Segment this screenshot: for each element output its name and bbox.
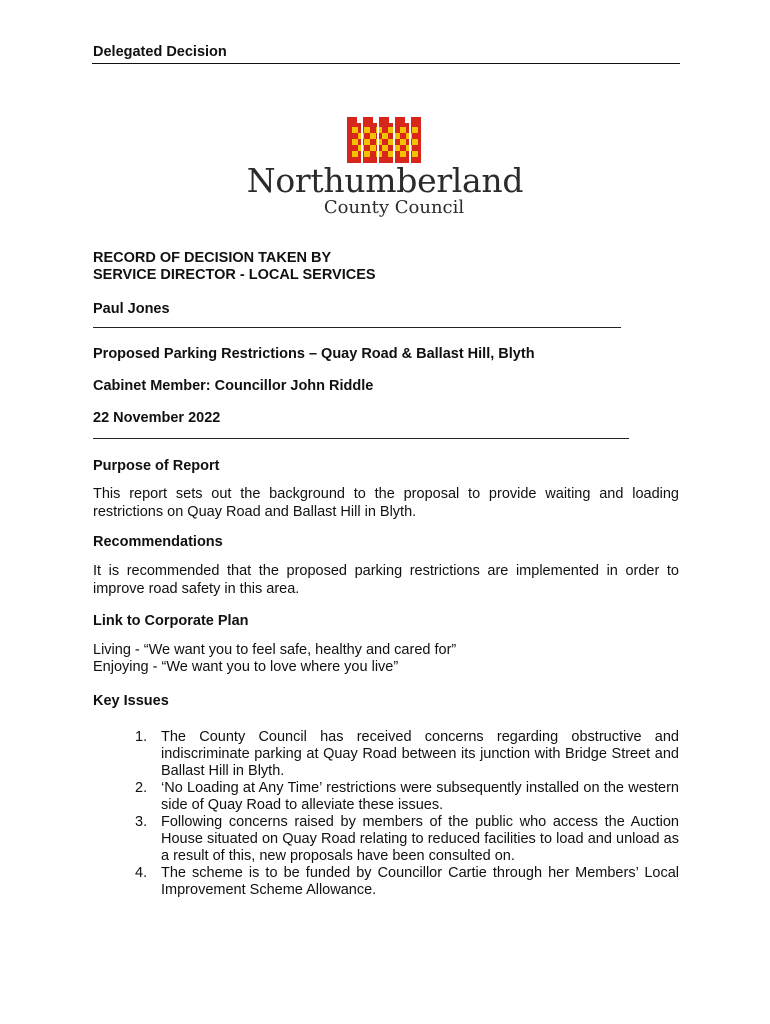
key-issues-list (135, 729, 679, 899)
document-type-label: Delegated Decision (93, 44, 227, 60)
list-item-number: 1. (135, 729, 148, 745)
council-logo (240, 117, 530, 222)
list-item-text: ‘No Loading at Any Time’ restrictions were subsequently installed on the western side of Quay Road to alleviate these issues. (161, 780, 679, 813)
decision-maker-name: Paul Jones (93, 301, 170, 317)
key-issues-heading: Key Issues (93, 693, 169, 709)
separator-rule (93, 327, 621, 328)
decision-date: 22 November 2022 (93, 410, 221, 426)
separator-rule (93, 438, 629, 439)
logo-subtitle: County Council (323, 197, 465, 218)
list-item (135, 814, 679, 865)
list-item-text: The County Council has received concerns regarding obstructive and indiscriminate parking at Quay Road between its junction with Bridge Street and Ballast Hill in Blyth. (161, 729, 679, 779)
recommendations-text: It is recommended that the proposed parking restrictions are implemented in order to improve road safety in this area. (93, 563, 679, 597)
decision-title: Proposed Parking Restrictions – Quay Road & Ballast Hill, Blyth (93, 346, 535, 362)
purpose-text: This report sets out the background to the proposal to provide waiting and loading restrictions on Quay Road and Ballast Hill in Blyth. (93, 486, 679, 520)
list-item (135, 780, 679, 814)
list-item (135, 729, 679, 780)
record-heading-line-1: RECORD OF DECISION TAKEN BY (93, 250, 332, 266)
list-item-text: Following concerns raised by members of the public who access the Auction House situated on Quay Road relating to reduced facilities to load and unload as a result of this, new proposals have been consulted on. (161, 814, 679, 864)
list-item-number: 2. (135, 780, 148, 796)
corporate-plan-enjoying: Enjoying - “We want you to love where you live” (93, 659, 399, 675)
list-item-number: 3. (135, 814, 148, 830)
logo-wordmark: Northumberland (246, 161, 524, 200)
list-item-text: The scheme is to be funded by Councillor Cartie through her Members’ Local Improvement Scheme Allowance. (161, 865, 679, 898)
list-item-number: 4. (135, 865, 148, 881)
council-crest-icon (347, 117, 421, 163)
recommendations-heading: Recommendations (93, 534, 223, 550)
record-heading-line-2: SERVICE DIRECTOR - LOCAL SERVICES (93, 267, 376, 283)
corporate-plan-heading: Link to Corporate Plan (93, 613, 249, 629)
cabinet-member: Cabinet Member: Councillor John Riddle (93, 378, 374, 394)
corporate-plan-living: Living - “We want you to feel safe, healthy and cared for” (93, 642, 457, 658)
list-item (135, 865, 679, 899)
header-rule (92, 63, 680, 64)
purpose-heading: Purpose of Report (93, 458, 220, 474)
